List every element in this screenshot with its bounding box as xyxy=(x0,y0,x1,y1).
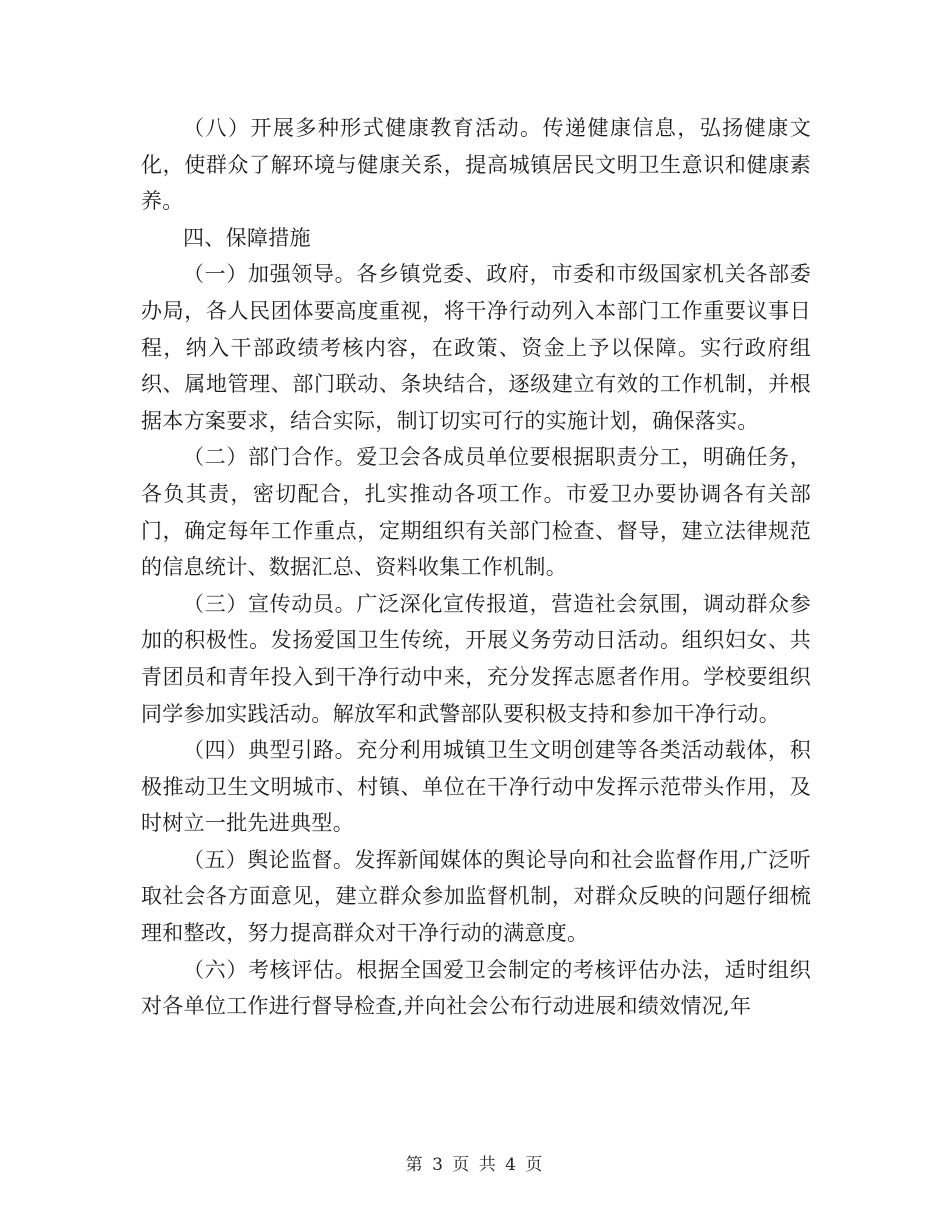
paragraph-health-education: （八）开展多种形式健康教育活动。传递健康信息，弘扬健康文化，使群众了解环境与健康关系，提高城镇居民文明卫生意识和健康素养。 xyxy=(141,116,811,214)
paragraph-publicity-mobilization: （三）宣传动员。广泛深化宣传报道，营造社会氛围，调动群众参加的积极性。发扬爱国卫生传统，开展义务劳动日活动。组织妇女、共青团员和青年投入到干净行动中来，充分发挥志愿者作用。学校要组织同学参加实践活动。解放军和武警部队要积极支持和参加干净行动。 xyxy=(141,591,811,726)
paragraph-assessment-evaluation: （六）考核评估。根据全国爱卫会制定的考核评估办法，适时组织对各单位工作进行督导检查,并向社会公布行动进展和绩效情况,年 xyxy=(141,957,811,1019)
paragraph-public-supervision: （五）舆论监督。发挥新闻媒体的舆论导向和社会监督作用,广泛听取社会各方面意见，建立群众参加监督机制，对群众反映的问题仔细梳理和整改，努力提高群众对干净行动的满意度。 xyxy=(141,847,811,946)
paragraph-strengthen-leadership: （一）加强领导。各乡镇党委、政府，市委和市级国家机关各部委办局，各人民团体要高度重视，将干净行动列入本部门工作重要议事日程，纳入干部政绩考核内容，在政策、资金上予以保障。实行政府组织、属地管理、部门联动、条块结合，逐级建立有效的工作机制，并根据本方案要求，结合实际，制订切实可行的实施计划，确保落实。 xyxy=(141,262,811,433)
paragraph-department-cooperation: （二）部门合作。爱卫会各成员单位要根据职责分工，明确任务，各负其责，密切配合，扎实推动各项工作。市爱卫办要协调各有关部门，确定每年工作重点，定期组织有关部门检查、督导，建立法律规范的信息统计、数据汇总、资料收集工作机制。 xyxy=(141,445,811,580)
document-body xyxy=(141,110,811,1025)
page-footer: 第 3 页 共 4 页 xyxy=(405,1155,545,1175)
paragraph-typical-guidance: （四）典型引路。充分利用城镇卫生文明创建等各类活动载体，积极推动卫生文明城市、村镇、单位在干净行动中发挥示范带头作用，及时树立一批先进典型。 xyxy=(141,738,811,836)
section-heading-safeguards: 四、保障措施 xyxy=(183,225,311,250)
